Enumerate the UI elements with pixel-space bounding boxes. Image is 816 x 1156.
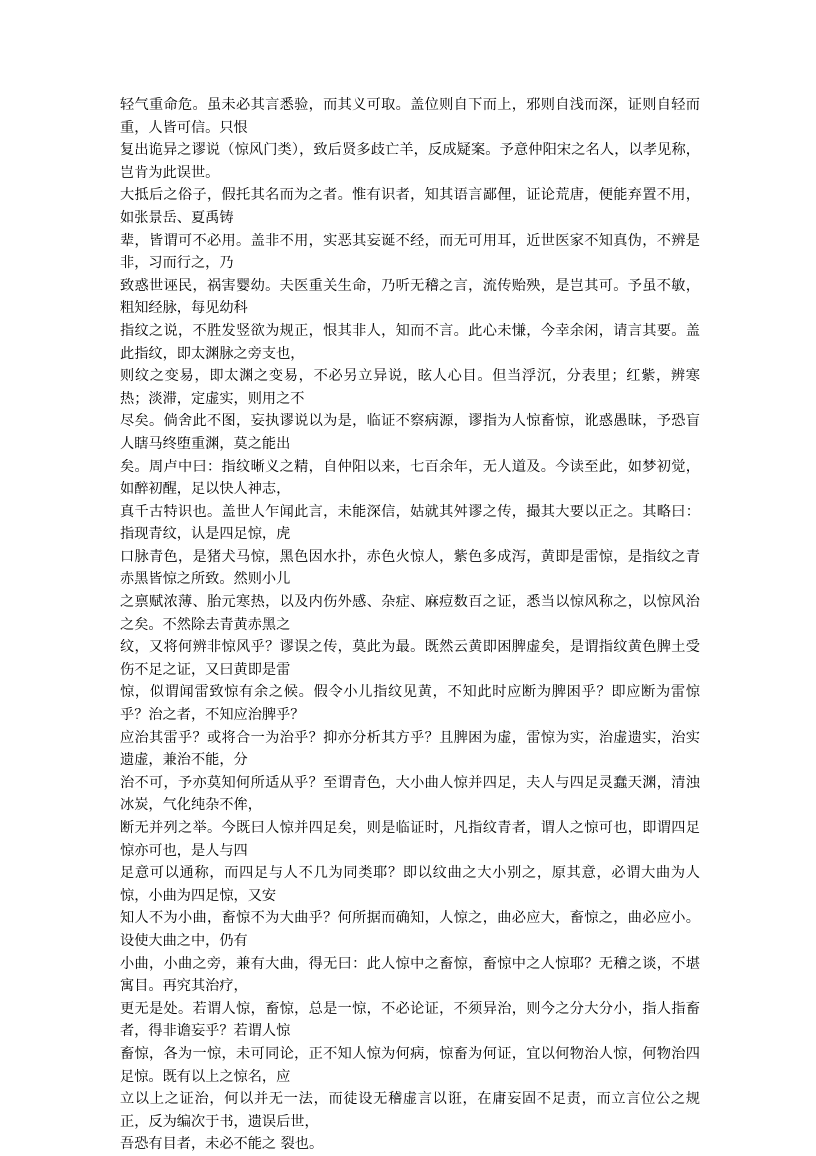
text-line: 辈，皆谓可不必用。盖非不用，实恶其妄诞不经，而无可用耳，近世医家不知真伪，不辨是非，习而行之，乃 bbox=[120, 232, 700, 272]
text-line: 矣。周卢中曰：指纹晰义之精，自仲阳以来，七百余年，无人道及。今读至此，如梦初觉，如醉初醒，足以快人神志， bbox=[120, 458, 700, 498]
text-line: 复出诡异之谬说（惊风门类），致后贤多歧亡羊，反成疑案。予意仲阳宋之名人，以孝见称，岂肯为此误世。 bbox=[120, 142, 700, 181]
text-line: 知人不为小曲，畜惊不为大曲乎？何所据而确知，人惊之，曲必应大，畜惊之，曲必应小。设使大曲之中，仍有 bbox=[120, 910, 700, 949]
text-line: 应治其雷乎？或将合一为治乎？抑亦分析其方乎？且脾困为虚，雷惊为实，治虚遗实，治实遗虚，兼治不能，分 bbox=[120, 729, 700, 769]
text-line: 尽矣。倘舍此不图，妄执谬说以为是，临证不察病源，谬指为人惊畜惊，讹惑愚昧，予恐盲人瞎马终堕重渊，莫之能出 bbox=[120, 413, 700, 452]
text-line: 大抵后之俗子，假托其名而为之者。惟有识者，知其语言鄙俚，证论荒唐，便能弃置不用，如张景岳、夏禹铸 bbox=[120, 187, 700, 226]
document-body bbox=[120, 94, 700, 1156]
text-line: 小曲，小曲之旁，兼有大曲，得无曰：此人惊中之畜惊，畜惊中之人惊耶？无稽之谈，不堪寓目。再究其治疗， bbox=[120, 955, 700, 995]
text-line: 惊，似谓闻雷致惊有余之候。假令小儿指纹见黄，不知此时应断为脾困乎？即应断为雷惊乎？治之者，不知应治脾乎？ bbox=[120, 684, 700, 724]
text-line: 治不可，予亦莫知何所适从乎？至谓青色，大小曲人惊并四足，夫人与四足灵蠢天渊，清浊冰炭，气化纯杂不侔， bbox=[120, 774, 700, 814]
text-line: 足意可以通称，而四足与人不几为同类耶？即以纹曲之大小别之，原其意，必谓大曲为人惊，小曲为四足惊，又安 bbox=[120, 865, 700, 904]
text-line: 立以上之证治，何以并无一法，而徒设无稽虚言以诳，在庸妄固不足责，而立言位公之规正，反为编次于书，遗误后世， bbox=[120, 1091, 700, 1130]
text-line: 吾恐有目者，未必不能之 裂也。 bbox=[120, 1136, 324, 1153]
text-line: 畜惊，各为一惊，未可同论，正不知人惊为何病，惊畜为何证，宜以何物治人惊，何物治四足惊。既有以上之惊名，应 bbox=[120, 1045, 700, 1085]
text-line: 断无并列之举。今既曰人惊并四足矣，则是临证时，凡指纹青者，谓人之惊可也，即谓四足惊亦可也，是人与四 bbox=[120, 820, 700, 859]
text-line: 更无是处。若谓人惊，畜惊，总是一惊，不必论证，不须异治，则今之分大分小，指人指畜者，得非谵妄乎？若谓人惊 bbox=[120, 1000, 700, 1040]
text-line: 口脉青色，是猪犬马惊，黑色因水扑，赤色火惊人，紫色多成泻，黄即是雷惊，是指纹之青赤黑皆惊之所致。然则小儿 bbox=[120, 548, 700, 588]
text-line: 致惑世诬民，祸害婴幼。夫医重关生命，乃听无稽之言，流传贻殃，是岂其可。予虽不敏，粗知经脉，每见幼科 bbox=[120, 277, 700, 317]
text-line: 之禀赋浓薄、胎元寒热，以及内伤外感、杂症、麻痘数百之证，悉当以惊风称之，以惊风治之矣。不然除去青黄赤黑之 bbox=[120, 594, 700, 633]
text-line: 则纹之变易，即太渊之变易，不必另立异说，眩人心目。但当浮沉，分表里；红紫，辨寒热；淡滞，定虚实，则用之不 bbox=[120, 368, 700, 407]
text-line: 指纹之说，不胜发竖欲为规正，恨其非人，知而不言。此心未慊，今幸余闲，请言其要。盖此指纹，即太渊脉之旁支也， bbox=[120, 322, 700, 362]
text-line: 轻气重命危。虽未必其言悉验，而其义可取。盖位则自下而上，邪则自浅而深，证则自轻而重，人皆可信。只恨 bbox=[120, 97, 700, 136]
text-line: 纹，又将何辨非惊风乎？谬误之传，莫此为最。既然云黄即困脾虚矣，是谓指纹黄色脾土受伤不足之证，又曰黄即是雷 bbox=[120, 639, 700, 678]
text-line: 真千古特识也。盖世人乍闻此言，未能深信，姑就其舛谬之传，撮其大要以正之。其略曰：指现青纹，认是四足惊，虎 bbox=[120, 503, 700, 543]
